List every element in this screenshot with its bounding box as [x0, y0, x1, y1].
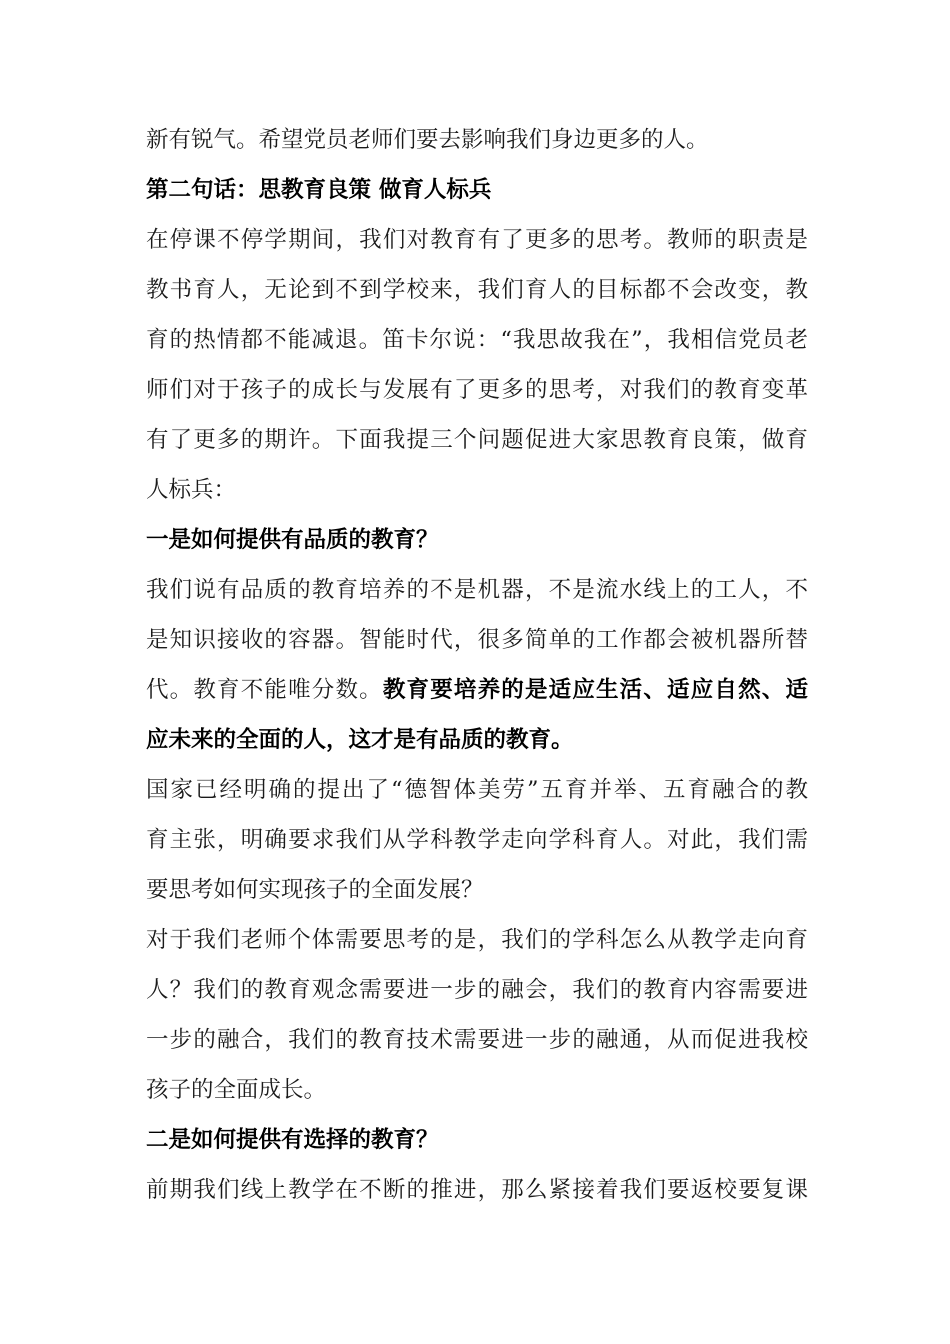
paragraph-line: 在停课不停学期间，我们对教育有了更多的思考。教师的职责是 — [146, 227, 808, 253]
paragraph-line: 国家已经明确的提出了“德智体美劳”五育并举、五育融合的教 — [146, 777, 808, 803]
paragraph-line: 我们说有品质的教育培养的不是机器，不是流水线上的工人，不 — [146, 577, 808, 603]
regular-text: 代。教育不能唯分数。 — [146, 677, 383, 703]
paragraph-line: 师们对于孩子的成长与发展有了更多的思考，对我们的教育变革 — [146, 377, 808, 403]
section-heading: 第二句话：思教育良策 做育人标兵 — [146, 177, 492, 203]
paragraph-line: 前期我们线上教学在不断的推进，那么紧接着我们要返校要复课 — [146, 1177, 808, 1203]
paragraph-line: 新有锐气。希望党员老师们要去影响我们身边更多的人。 — [146, 127, 709, 153]
paragraph-line: 育主张，明确要求我们从学科教学走向学科育人。对此，我们需 — [146, 827, 808, 853]
paragraph-line: 育的热情都不能减退。笛卡尔说：“我思故我在”，我相信党员老 — [146, 327, 808, 353]
paragraph-line-bold: 应未来的全面的人，这才是有品质的教育。 — [146, 727, 574, 753]
paragraph-line: 有了更多的期许。下面我提三个问题促进大家思教育良策，做育 — [146, 427, 808, 453]
subsection-heading: 一是如何提供有品质的教育？ — [146, 527, 439, 553]
paragraph-line: 要思考如何实现孩子的全面发展？ — [146, 877, 484, 903]
paragraph-line: 人标兵： — [146, 477, 237, 503]
document-page — [146, 115, 808, 1215]
paragraph-line: 对于我们老师个体需要思考的是，我们的学科怎么从教学走向育 — [146, 927, 808, 953]
subsection-heading: 二是如何提供有选择的教育？ — [146, 1127, 439, 1153]
paragraph-line: 是知识接收的容器。智能时代，很多简单的工作都会被机器所替 — [146, 627, 808, 653]
paragraph-line-mixed — [146, 665, 808, 715]
paragraph-line: 孩子的全面成长。 — [146, 1077, 327, 1103]
paragraph-line: 一步的融合，我们的教育技术需要进一步的融通，从而促进我校 — [146, 1027, 808, 1053]
paragraph-line: 教书育人，无论到不到学校来，我们育人的目标都不会改变，教 — [146, 277, 808, 303]
bold-text: 教育要培养的是适应生活、适应自然、适 — [382, 677, 808, 703]
paragraph-line: 人？我们的教育观念需要进一步的融会，我们的教育内容需要进 — [146, 977, 808, 1003]
